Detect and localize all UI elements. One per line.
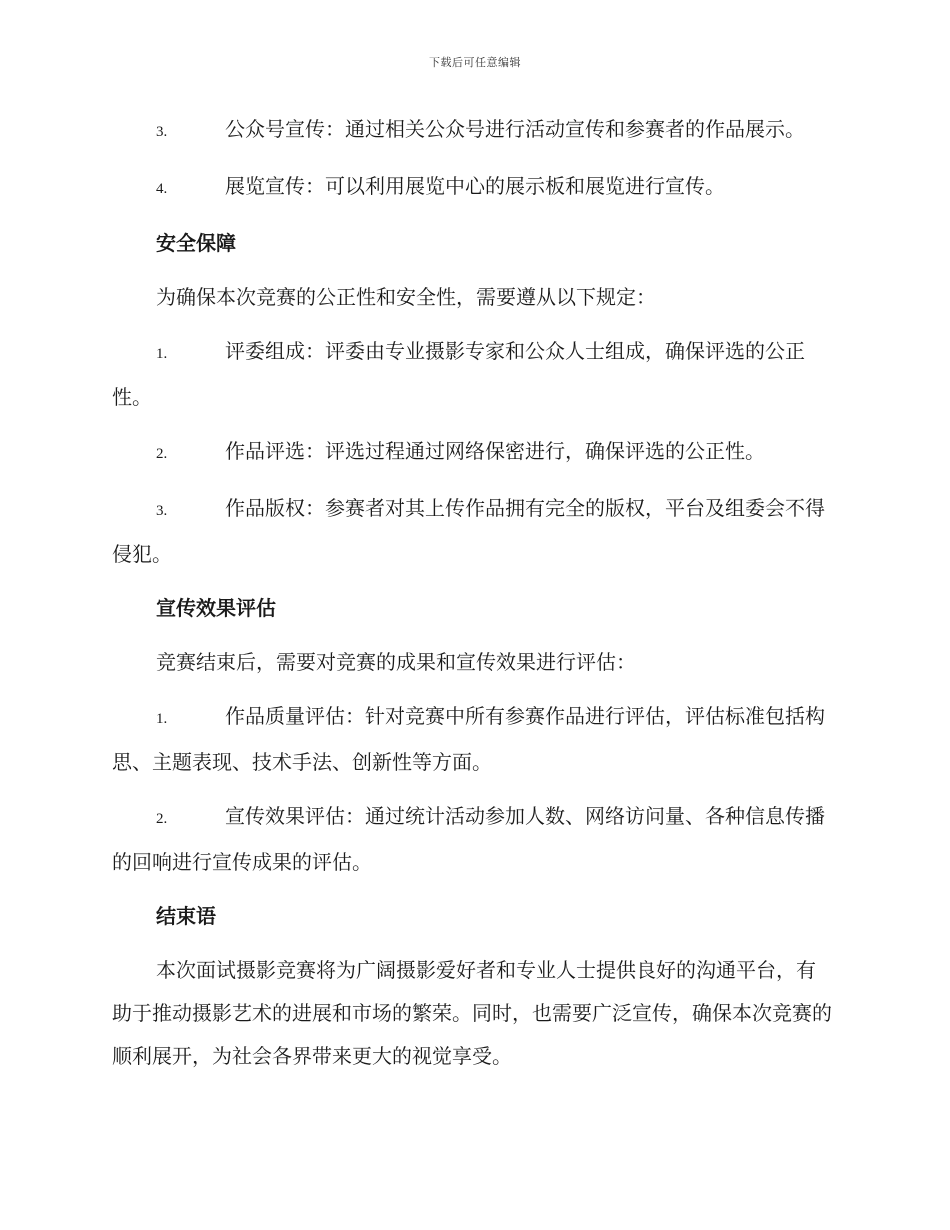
list-item (112, 795, 834, 884)
list-item (112, 330, 834, 419)
list-number: 2. (156, 811, 168, 827)
list-text: 作品评选：评选过程通过网络保密进行，确保评选的公正性。 (225, 439, 765, 463)
list-number: 3. (156, 503, 168, 519)
document-body (112, 108, 834, 1089)
list-item (112, 430, 834, 476)
list-item (112, 165, 834, 211)
list-text: 作品版权：参赛者对其上传作品拥有完全的版权，平台及组委会不得侵犯。 (112, 496, 825, 566)
page-header: 下载后可任意编辑 (429, 56, 521, 69)
section-heading-safety: 安全保障 (156, 231, 236, 255)
list-item (112, 695, 834, 784)
list-text: 评委组成：评委由专业摄影专家和公众人士组成，确保评选的公正性。 (112, 339, 805, 409)
list-number: 4. (156, 181, 168, 197)
list-text: 宣传效果评估：通过统计活动参加人数、网络访问量、各种信息传播的回响进行宣传成果的评估。 (112, 804, 825, 874)
list-number: 1. (156, 711, 168, 727)
section-heading-evaluation: 宣传效果评估 (156, 596, 276, 620)
section-intro: 为确保本次竞赛的公正性和安全性，需要遵从以下规定： (156, 285, 656, 309)
list-text: 公众号宣传：通过相关公众号进行活动宣传和参赛者的作品展示。 (225, 117, 805, 141)
section-intro: 竞赛结束后，需要对竞赛的成果和宣传效果进行评估： (156, 650, 636, 674)
list-text: 作品质量评估：针对竞赛中所有参赛作品进行评估，评估标准包括构思、主题表现、技术手法、创新性等方面。 (112, 704, 825, 774)
list-item (112, 487, 834, 576)
list-number: 3. (156, 124, 168, 140)
list-number: 2. (156, 446, 168, 462)
list-item (112, 108, 834, 154)
conclusion-paragraph: 本次面试摄影竞赛将为广阔摄影爱好者和专业人士提供良好的沟通平台，有助于推动摄影艺术的进展和市场的繁荣。同时，也需要广泛宣传，确保本次竞赛的顺利展开，为社会各界带来更大的视觉享受。 (112, 958, 832, 1068)
list-text: 展览宣传：可以利用展览中心的展示板和展览进行宣传。 (225, 174, 725, 198)
list-number: 1. (156, 346, 168, 362)
section-heading-conclusion: 结束语 (156, 904, 216, 928)
